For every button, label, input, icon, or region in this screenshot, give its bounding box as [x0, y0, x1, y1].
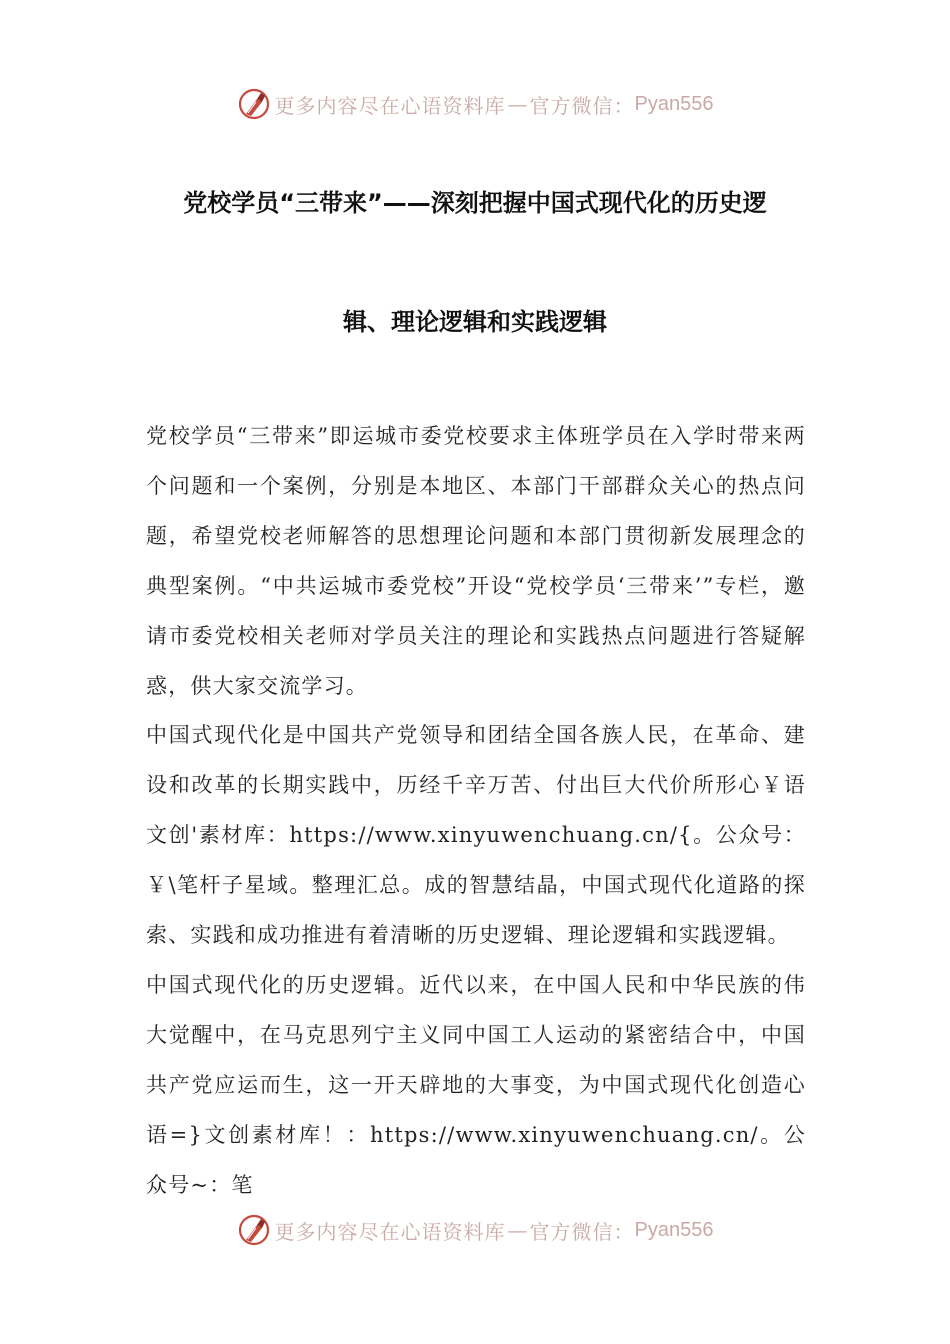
watermark-banner-top	[0, 84, 950, 124]
watermark-banner-bottom	[0, 1210, 950, 1250]
pen-nib-circle-icon	[237, 87, 271, 121]
watermark-separator: —	[507, 92, 528, 116]
watermark-text: 更多内容尽在心语资料库	[274, 93, 506, 118]
paragraph-historical-logic: 中国式现代化的历史逻辑。近代以来，在中国人民和中华民族的伟大觉醒中，在马克思列宁主义同中国工人运动的紧密结合中，中国共产党应运而生，这一开天辟地的大事变，为中国式现代化创造心语=}文创素材库！：https://www.xinyuwenchuang.cn/。公众号~：笔	[146, 972, 806, 1197]
watermark-separator: —	[507, 1218, 528, 1242]
document-title-line-2: 辑、理论逻辑和实践逻辑	[343, 308, 607, 336]
paragraph-intro: 党校学员“三带来”即运城市委党校要求主体班学员在入学时带来两个问题和一个案例，分别是本地区、本部门干部群众关心的热点问题，希望党校老师解答的思想理论问题和本部门贯彻新发展理念的典型案例。“中共运城市委党校”开设“党校学员‘三带来’”专栏，邀请市委党校相关老师对学员关注的理论和实践热点问题进行答疑解惑，供大家交流学习。	[146, 424, 806, 698]
paragraph-definition: 中国式现代化是中国共产党领导和团结全国各族人民，在革命、建设和改革的长期实践中，历经千辛万苦、付出巨大代价所形心￥语文创'素材库：https://www.xinyuwenchuang.cn/{。公众号：￥\笔杆子星域。整理汇总。成的智慧结晶，中国式现代化道路的探索、实践和成功推进有着清晰的历史逻辑、理论逻辑和实践逻辑。	[146, 723, 806, 948]
document-body	[146, 412, 806, 1211]
watermark-text: 更多内容尽在心语资料库	[274, 1219, 506, 1244]
watermark-handle: Pyan556	[634, 92, 714, 115]
watermark-label: 官方微信：	[529, 93, 635, 118]
pen-nib-circle-icon	[237, 1213, 271, 1247]
watermark-label: 官方微信：	[529, 1219, 635, 1244]
watermark-handle: Pyan556	[634, 1218, 714, 1241]
document-title-line-1: 党校学员“三带来”——深刻把握中国式现代化的历史逻	[183, 189, 767, 217]
